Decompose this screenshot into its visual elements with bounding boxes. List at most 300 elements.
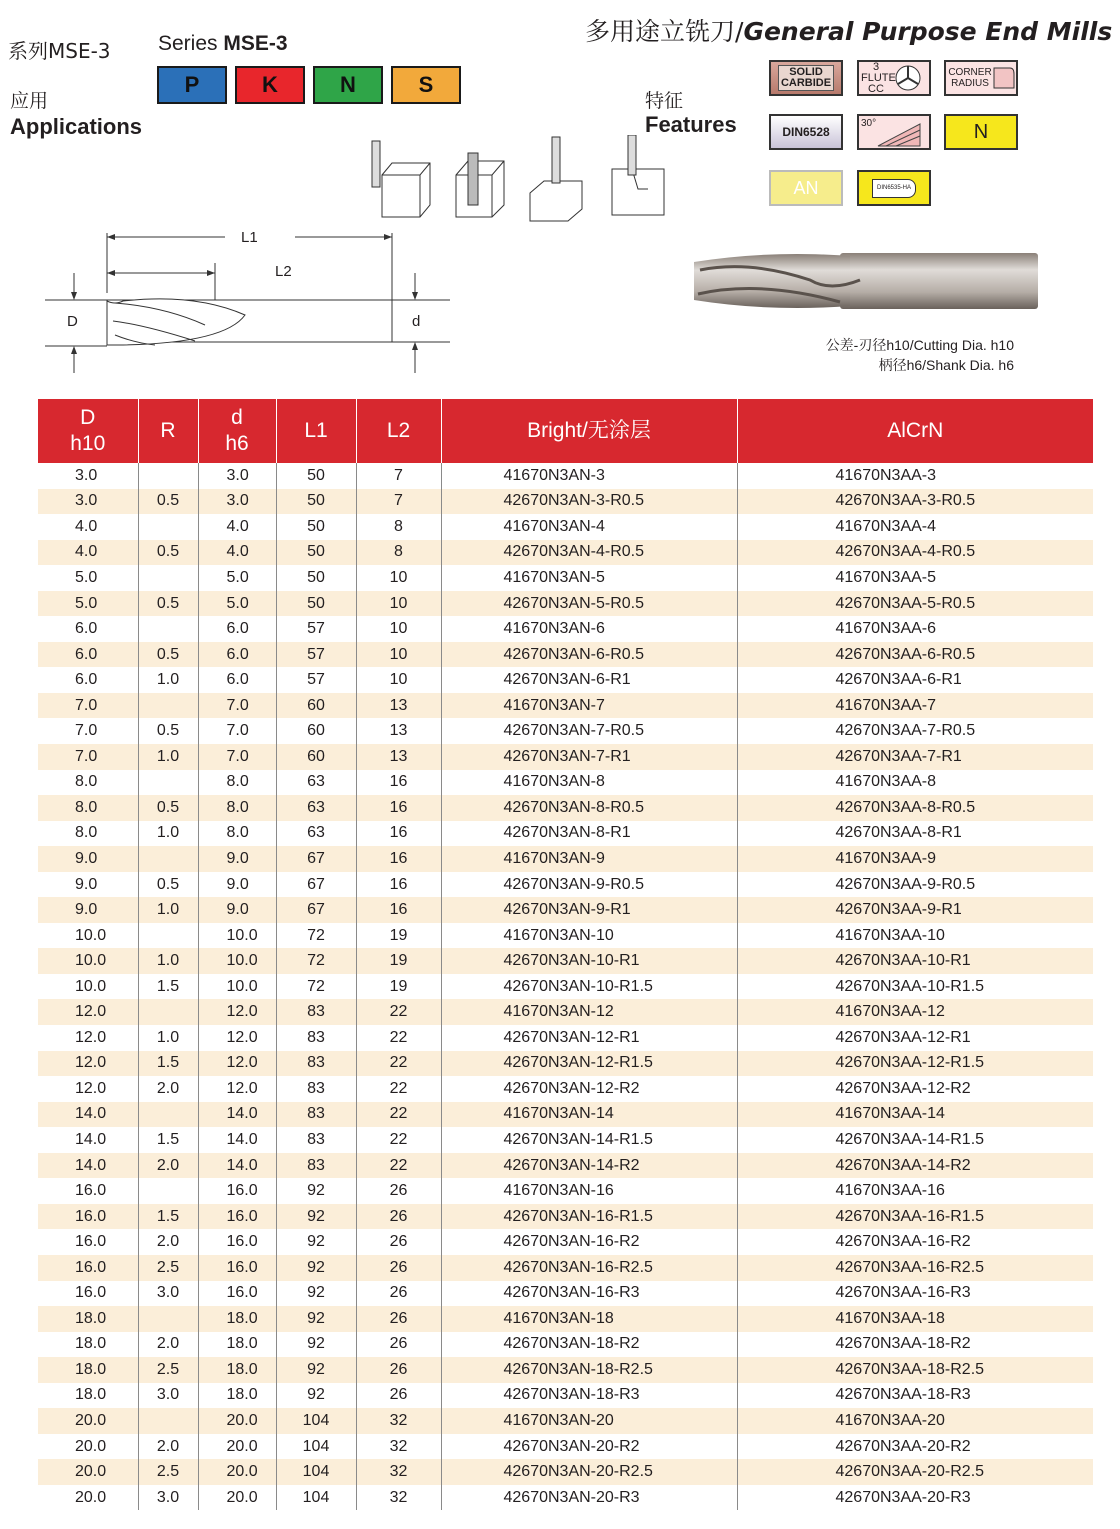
- cell-l1: 92: [276, 1255, 356, 1281]
- cell-l2: 19: [356, 974, 441, 1000]
- cell-d: 14.0: [38, 1102, 138, 1128]
- solid-carbide-label: SOLID CARBIDE: [778, 65, 834, 91]
- cell-r: 1.0: [138, 1025, 198, 1051]
- cell-bright-code: 42670N3AN-12-R1.5: [441, 1051, 737, 1077]
- cell-shank-d: 18.0: [198, 1383, 276, 1409]
- cell-shank-d: 9.0: [198, 846, 276, 872]
- cell-d: 18.0: [38, 1306, 138, 1332]
- cell-alcrn-code: 42670N3AA-20-R3: [737, 1485, 1093, 1511]
- table-row: [38, 1153, 1093, 1179]
- cell-r: [138, 514, 198, 540]
- col-header-r: R: [138, 399, 198, 463]
- cell-l1: 83: [276, 1153, 356, 1179]
- table-row: [38, 1281, 1093, 1307]
- cell-l2: 22: [356, 1127, 441, 1153]
- table-row: [38, 1102, 1093, 1128]
- cell-shank-d: 10.0: [198, 948, 276, 974]
- cell-d: 7.0: [75, 722, 98, 740]
- three-flute-badge: [857, 60, 931, 96]
- applications-label-cn: 应用: [10, 90, 49, 112]
- cell-alcrn-code: 42670N3AA-16-R2.5: [737, 1255, 1093, 1281]
- table-row: [38, 1178, 1093, 1204]
- corner-radius-badge: [944, 60, 1018, 96]
- cell-l2: 32: [356, 1485, 441, 1511]
- cell-shank-d: 8.0: [198, 770, 276, 796]
- cell-l2: 22: [356, 1051, 441, 1077]
- cell-l2: 16: [356, 872, 441, 898]
- ramping-sketch-icon: [530, 137, 582, 221]
- cell-bright-code: 41670N3AN-4: [441, 514, 737, 540]
- cell-shank-d: 20.0: [198, 1485, 276, 1511]
- cell-bright-code: 42670N3AN-12-R2: [441, 1076, 737, 1102]
- cell-l2: 19: [356, 923, 441, 949]
- cell-bright-code: 41670N3AN-8: [441, 770, 737, 796]
- table-row: [38, 642, 1093, 668]
- cell-d: 9.0: [38, 897, 138, 923]
- table-row: [38, 1485, 1093, 1511]
- cell-bright-code: 42670N3AN-16-R2: [441, 1229, 737, 1255]
- cell-alcrn-code: 41670N3AA-3: [737, 463, 1093, 489]
- cell-l2: 8: [356, 514, 441, 540]
- cell-d: 6.0: [75, 671, 98, 689]
- cell-r: 2.0: [138, 1153, 198, 1179]
- cell-l2: 32: [356, 1408, 441, 1434]
- cell-l2: 26: [356, 1383, 441, 1409]
- cell-l2: 22: [356, 1153, 441, 1179]
- cell-shank-d: 16.0: [198, 1255, 276, 1281]
- material-n-badge: N: [313, 66, 383, 104]
- cell-l1: 50: [276, 463, 356, 489]
- cell-alcrn-code: 42670N3AA-4-R0.5: [737, 540, 1093, 566]
- slotting-sketch-icon: [372, 141, 430, 217]
- cell-shank-d: 16.0: [198, 1229, 276, 1255]
- cell-l1: 104: [276, 1434, 356, 1460]
- cell-l2: 26: [356, 1332, 441, 1358]
- table-row: [38, 770, 1093, 796]
- cell-alcrn-code: 42670N3AA-6-R0.5: [737, 642, 1093, 668]
- cell-alcrn-code: 42670N3AA-6-R1: [737, 667, 1093, 693]
- cell-shank-d: 16.0: [198, 1178, 276, 1204]
- cell-bright-code: 41670N3AN-6: [441, 616, 737, 642]
- din6535-ha-label: DIN6535-HA: [872, 179, 916, 198]
- cell-l1: 57: [276, 616, 356, 642]
- cell-bright-code: 42670N3AN-10-R1: [441, 948, 737, 974]
- table-row: [38, 514, 1093, 540]
- cell-r: 1.0: [138, 948, 198, 974]
- cell-r: [138, 770, 198, 796]
- cell-l1: 83: [276, 1076, 356, 1102]
- cell-d: 14.0: [75, 1130, 107, 1148]
- table-row: [38, 1025, 1093, 1051]
- cell-l2: 13: [356, 693, 441, 719]
- cell-shank-d: 7.0: [198, 718, 276, 744]
- cell-l2: 10: [356, 667, 441, 693]
- cell-alcrn-code: 42670N3AA-10-R1: [737, 948, 1093, 974]
- series-name: MSE-3: [223, 32, 288, 55]
- table-row: [38, 744, 1093, 770]
- cell-r: 0.5: [138, 795, 198, 821]
- cell-l1: 57: [276, 642, 356, 668]
- features-label-en: Features: [645, 112, 737, 137]
- shank-dia-label: d: [412, 313, 421, 330]
- cell-d: 20.0: [75, 1437, 107, 1455]
- cell-shank-d: 12.0: [198, 1025, 276, 1051]
- cell-shank-d: 9.0: [198, 872, 276, 898]
- cell-bright-code: 42670N3AN-20-R2: [441, 1434, 737, 1460]
- cell-r: 1.0: [138, 897, 198, 923]
- cell-r: 2.0: [138, 1076, 198, 1102]
- cell-l2: 13: [356, 744, 441, 770]
- cell-l2: 22: [356, 1102, 441, 1128]
- cell-d: 16.0: [75, 1284, 107, 1302]
- cell-l1: 104: [276, 1485, 356, 1511]
- cell-bright-code: 42670N3AN-3-R0.5: [441, 489, 737, 515]
- cell-d: 10.0: [38, 948, 138, 974]
- cell-d: 7.0: [38, 693, 138, 719]
- cell-d: 16.0: [38, 1255, 138, 1281]
- cell-bright-code: 42670N3AN-16-R2.5: [441, 1255, 737, 1281]
- table-row: [38, 693, 1093, 719]
- cell-alcrn-code: 42670N3AA-16-R1.5: [737, 1204, 1093, 1230]
- cell-l2: 10: [356, 616, 441, 642]
- cell-bright-code: 42670N3AN-6-R0.5: [441, 642, 737, 668]
- cell-bright-code: 41670N3AN-3: [441, 463, 737, 489]
- cell-bright-code: 41670N3AN-14: [441, 1102, 737, 1128]
- cell-l1: 92: [276, 1281, 356, 1307]
- cell-l1: 50: [276, 540, 356, 566]
- cell-l2: 16: [356, 821, 441, 847]
- table-row: [38, 667, 1093, 693]
- cell-l2: 26: [356, 1306, 441, 1332]
- cell-l1: 72: [276, 923, 356, 949]
- cell-l1: 72: [276, 974, 356, 1000]
- cell-r: 1.5: [138, 974, 198, 1000]
- cell-alcrn-code: 42670N3AA-20-R2: [737, 1434, 1093, 1460]
- solid-carbide-badge: [769, 60, 843, 96]
- cell-l2: 13: [356, 718, 441, 744]
- cell-alcrn-code: 41670N3AA-6: [737, 616, 1093, 642]
- cell-l2: 26: [356, 1255, 441, 1281]
- cell-alcrn-code: 41670N3AA-7: [737, 693, 1093, 719]
- cell-l1: 104: [276, 1459, 356, 1485]
- cell-d: 9.0: [75, 875, 98, 893]
- cell-l1: 83: [276, 1102, 356, 1128]
- cell-bright-code: 42670N3AN-7-R1: [441, 744, 737, 770]
- cell-d: 12.0: [38, 1051, 138, 1077]
- cell-bright-code: 41670N3AN-9: [441, 846, 737, 872]
- cell-shank-d: 10.0: [198, 923, 276, 949]
- table-row: [38, 1229, 1093, 1255]
- table-row: [38, 591, 1093, 617]
- cell-d: 6.0: [75, 620, 98, 638]
- product-table: [38, 399, 1093, 1510]
- cell-r: 1.0: [138, 821, 198, 847]
- table-row: [38, 489, 1093, 515]
- cell-shank-d: 18.0: [198, 1332, 276, 1358]
- col-header-d-bottom: h10: [70, 432, 106, 455]
- cell-l2: 16: [356, 846, 441, 872]
- cell-l1: 57: [276, 667, 356, 693]
- cell-alcrn-code: 42670N3AA-16-R2: [737, 1229, 1093, 1255]
- cell-alcrn-code: 42670N3AA-12-R2: [737, 1076, 1093, 1102]
- cell-r: 2.0: [138, 1434, 198, 1460]
- cell-d: 6.0: [38, 642, 138, 668]
- cell-d: 18.0: [38, 1357, 138, 1383]
- page-title-cn: 多用途立铣刀/: [585, 17, 744, 46]
- cell-l2: 22: [356, 999, 441, 1025]
- cell-l1: 60: [276, 718, 356, 744]
- features-label-cn: 特征: [645, 90, 684, 112]
- cell-bright-code: 42670N3AN-9-R0.5: [441, 872, 737, 898]
- cell-l1: 92: [276, 1306, 356, 1332]
- cell-l2: 10: [356, 642, 441, 668]
- cell-l1: 67: [276, 897, 356, 923]
- cell-alcrn-code: 41670N3AA-4: [737, 514, 1093, 540]
- material-k-badge: K: [235, 66, 305, 104]
- cell-alcrn-code: 42670N3AA-14-R1.5: [737, 1127, 1093, 1153]
- cell-r: [138, 1408, 198, 1434]
- cell-alcrn-code: 42670N3AA-18-R2: [737, 1332, 1093, 1358]
- cell-l1: 67: [276, 846, 356, 872]
- cell-r: 0.5: [138, 489, 198, 515]
- cell-l1: 72: [276, 948, 356, 974]
- cell-d: 5.0: [75, 568, 98, 586]
- table-row: [38, 1127, 1093, 1153]
- an-coating-badge: AN: [769, 170, 843, 206]
- table-row: [38, 718, 1093, 744]
- cell-l1: 92: [276, 1204, 356, 1230]
- cell-d: 16.0: [75, 1233, 107, 1251]
- cell-bright-code: 42670N3AN-7-R0.5: [441, 718, 737, 744]
- col-header-shank-d-bottom: h6: [225, 432, 249, 455]
- cell-l1: 50: [276, 514, 356, 540]
- page-title: [585, 12, 1112, 48]
- cell-r: [138, 463, 198, 489]
- cell-alcrn-code: 42670N3AA-3-R0.5: [737, 489, 1093, 515]
- helix-angle-label: 30°: [861, 118, 877, 129]
- cell-alcrn-code: 42670N3AA-7-R1: [737, 744, 1093, 770]
- table-row: [38, 974, 1093, 1000]
- cell-l1: 83: [276, 1127, 356, 1153]
- cell-bright-code: 41670N3AN-16: [441, 1178, 737, 1204]
- table-row: [38, 540, 1093, 566]
- cell-d: 3.0: [75, 466, 98, 484]
- cell-shank-d: 8.0: [198, 795, 276, 821]
- cell-alcrn-code: 41670N3AA-9: [737, 846, 1093, 872]
- cell-r: [138, 1102, 198, 1128]
- cell-bright-code: 42670N3AN-20-R3: [441, 1485, 737, 1511]
- cell-r: 0.5: [138, 872, 198, 898]
- cell-l2: 32: [356, 1459, 441, 1485]
- cell-bright-code: 41670N3AN-18: [441, 1306, 737, 1332]
- cell-r: 0.5: [138, 540, 198, 566]
- cell-l2: 26: [356, 1281, 441, 1307]
- cell-alcrn-code: 41670N3AA-16: [737, 1178, 1093, 1204]
- table-row: [38, 565, 1093, 591]
- cell-d: 7.0: [38, 744, 138, 770]
- cell-d: 18.0: [75, 1386, 107, 1404]
- cell-r: [138, 923, 198, 949]
- applications-label-en: Applications: [10, 114, 143, 139]
- cell-alcrn-code: 42670N3AA-12-R1: [737, 1025, 1093, 1051]
- cell-d: 8.0: [38, 795, 138, 821]
- corner-radius-icon: [992, 64, 1016, 92]
- table-row: [38, 821, 1093, 847]
- cell-r: [138, 1178, 198, 1204]
- cell-r: 2.0: [138, 1332, 198, 1358]
- cell-l2: 16: [356, 795, 441, 821]
- l2-dimension-label: L2: [275, 263, 292, 280]
- cell-l2: 26: [356, 1229, 441, 1255]
- cell-shank-d: 5.0: [198, 591, 276, 617]
- cell-d: 12.0: [75, 1028, 107, 1046]
- cell-alcrn-code: 42670N3AA-8-R0.5: [737, 795, 1093, 821]
- cell-bright-code: 42670N3AN-6-R1: [441, 667, 737, 693]
- table-row: [38, 846, 1093, 872]
- table-row: [38, 872, 1093, 898]
- cell-shank-d: 4.0: [198, 514, 276, 540]
- table-row: [38, 897, 1093, 923]
- cell-shank-d: 5.0: [198, 565, 276, 591]
- cell-l2: 10: [356, 565, 441, 591]
- cell-shank-d: 6.0: [198, 667, 276, 693]
- cell-alcrn-code: 42670N3AA-18-R2.5: [737, 1357, 1093, 1383]
- cell-l2: 22: [356, 1025, 441, 1051]
- cell-bright-code: 42670N3AN-5-R0.5: [441, 591, 737, 617]
- pocket-sketch-icon: [456, 153, 504, 217]
- cell-bright-code: 41670N3AN-10: [441, 923, 737, 949]
- table-row: [38, 1255, 1093, 1281]
- end-mill-photo: [690, 250, 1045, 312]
- application-sketches: [360, 135, 670, 225]
- cell-d: 12.0: [75, 1079, 107, 1097]
- cell-r: 2.5: [138, 1255, 198, 1281]
- cell-l1: 60: [276, 744, 356, 770]
- tolerance-caption-line2: 柄径h6/Shank Dia. h6: [878, 357, 1014, 373]
- cell-d: 10.0: [75, 977, 107, 995]
- l1-dimension-label: L1: [241, 229, 258, 246]
- cell-d: 8.0: [75, 773, 98, 791]
- cell-l1: 92: [276, 1357, 356, 1383]
- series-label-cn: 系列MSE-3: [8, 39, 111, 63]
- cell-shank-d: 12.0: [198, 999, 276, 1025]
- cell-r: 2.5: [138, 1357, 198, 1383]
- table-row: [38, 1459, 1093, 1485]
- cutting-dia-label: D: [67, 313, 78, 330]
- cell-d: 20.0: [38, 1459, 138, 1485]
- cell-r: [138, 999, 198, 1025]
- cell-d: 5.0: [38, 591, 138, 617]
- cell-bright-code: 41670N3AN-12: [441, 999, 737, 1025]
- cell-bright-code: 42670N3AN-4-R0.5: [441, 540, 737, 566]
- cell-shank-d: 7.0: [198, 744, 276, 770]
- cell-r: 1.0: [138, 667, 198, 693]
- cell-alcrn-code: 41670N3AA-18: [737, 1306, 1093, 1332]
- col-header-d: [38, 399, 138, 463]
- cell-alcrn-code: 42670N3AA-7-R0.5: [737, 718, 1093, 744]
- cell-d: 18.0: [75, 1335, 107, 1353]
- cell-shank-d: 4.0: [198, 540, 276, 566]
- col-header-bright: Bright/无涂层: [441, 399, 737, 463]
- cell-r: 3.0: [138, 1485, 198, 1511]
- series-label-en: [158, 32, 288, 56]
- table-row: [38, 1408, 1093, 1434]
- cell-shank-d: 20.0: [198, 1434, 276, 1460]
- cell-alcrn-code: 42670N3AA-5-R0.5: [737, 591, 1093, 617]
- cell-d: 4.0: [75, 517, 98, 535]
- cell-l2: 32: [356, 1434, 441, 1460]
- col-header-l2: L2: [356, 399, 441, 463]
- cell-bright-code: 42670N3AN-16-R3: [441, 1281, 737, 1307]
- cell-shank-d: 20.0: [198, 1459, 276, 1485]
- cell-l2: 26: [356, 1357, 441, 1383]
- cell-l1: 60: [276, 693, 356, 719]
- cell-shank-d: 3.0: [198, 463, 276, 489]
- cell-l1: 63: [276, 795, 356, 821]
- corner-radius-label: CORNER RADIUS: [948, 67, 992, 89]
- cell-l1: 83: [276, 1025, 356, 1051]
- cell-l1: 50: [276, 591, 356, 617]
- cell-l2: 7: [356, 463, 441, 489]
- table-row: [38, 616, 1093, 642]
- table-row: [38, 795, 1093, 821]
- cell-r: 0.5: [138, 718, 198, 744]
- cell-alcrn-code: 41670N3AA-10: [737, 923, 1093, 949]
- cell-d: 12.0: [38, 999, 138, 1025]
- table-row: [38, 1357, 1093, 1383]
- cell-bright-code: 42670N3AN-8-R0.5: [441, 795, 737, 821]
- cell-r: [138, 565, 198, 591]
- cell-l2: 16: [356, 770, 441, 796]
- cell-shank-d: 10.0: [198, 974, 276, 1000]
- helix-angle-icon: [876, 118, 922, 148]
- cell-l1: 63: [276, 821, 356, 847]
- cell-l1: 92: [276, 1332, 356, 1358]
- cell-r: [138, 1306, 198, 1332]
- cell-shank-d: 6.0: [198, 642, 276, 668]
- three-flute-label: 3 FLUTE CC: [861, 60, 896, 95]
- cell-l2: 16: [356, 897, 441, 923]
- col-header-shank-d-top: d: [231, 406, 243, 429]
- cell-bright-code: 41670N3AN-5: [441, 565, 737, 591]
- cell-alcrn-code: 42670N3AA-12-R1.5: [737, 1051, 1093, 1077]
- cell-l2: 7: [356, 489, 441, 515]
- cell-r: 3.0: [138, 1383, 198, 1409]
- cell-l1: 92: [276, 1178, 356, 1204]
- n-material-badge: N: [944, 114, 1018, 150]
- din6528-badge: DIN6528: [769, 114, 843, 150]
- cell-shank-d: 3.0: [198, 489, 276, 515]
- cell-alcrn-code: 42670N3AA-18-R3: [737, 1383, 1093, 1409]
- cell-shank-d: 16.0: [198, 1204, 276, 1230]
- cell-alcrn-code: 42670N3AA-16-R3: [737, 1281, 1093, 1307]
- cell-r: 1.5: [138, 1204, 198, 1230]
- cell-r: [138, 846, 198, 872]
- tolerance-caption-line1: 公差-刃径h10/Cutting Dia. h10: [825, 337, 1014, 353]
- cell-shank-d: 14.0: [198, 1102, 276, 1128]
- cell-bright-code: 42670N3AN-18-R3: [441, 1383, 737, 1409]
- cell-bright-code: 42670N3AN-20-R2.5: [441, 1459, 737, 1485]
- cell-r: 1.0: [138, 744, 198, 770]
- cell-bright-code: 42670N3AN-18-R2: [441, 1332, 737, 1358]
- cell-alcrn-code: 42670N3AA-9-R1: [737, 897, 1093, 923]
- cell-l1: 63: [276, 770, 356, 796]
- cell-bright-code: 42670N3AN-9-R1: [441, 897, 737, 923]
- cell-r: 2.0: [138, 1229, 198, 1255]
- cell-shank-d: 12.0: [198, 1051, 276, 1077]
- cell-l1: 92: [276, 1229, 356, 1255]
- cell-bright-code: 42670N3AN-10-R1.5: [441, 974, 737, 1000]
